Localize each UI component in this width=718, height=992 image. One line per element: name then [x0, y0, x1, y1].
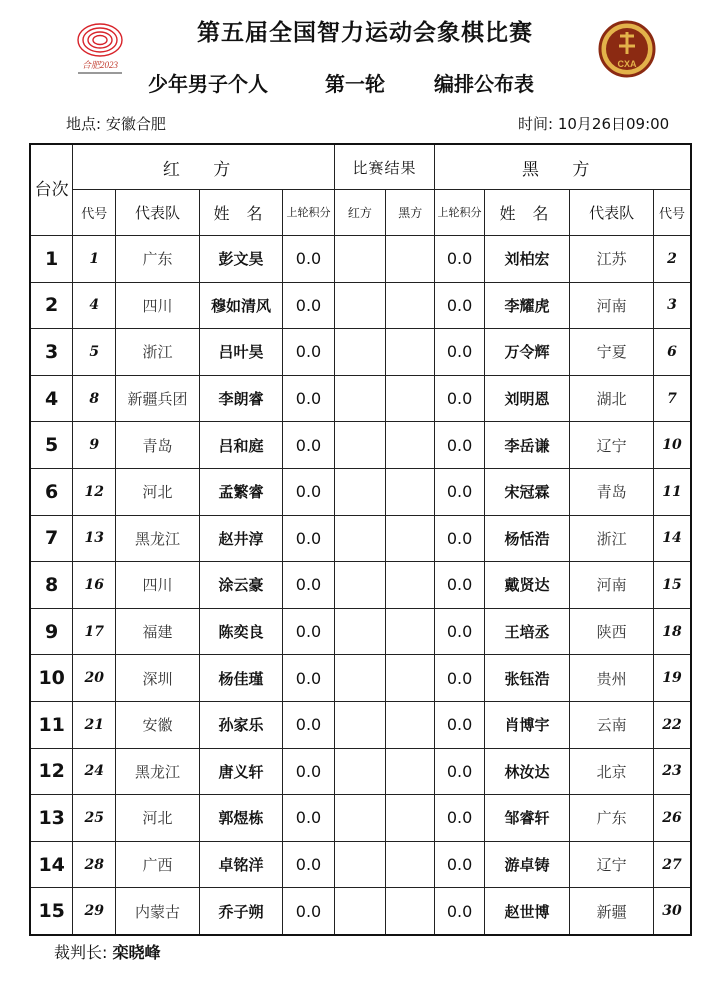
red-player-name: 乔子朔: [199, 888, 283, 935]
red-team: 广东: [116, 236, 200, 283]
red-team: 安徽: [116, 701, 200, 748]
table-row: [30, 888, 691, 935]
black-code: 14: [653, 515, 691, 562]
header-result-black: 黑方: [386, 190, 435, 236]
red-team: 四川: [116, 562, 200, 609]
table-row: [30, 795, 691, 842]
result-black-cell: [386, 888, 435, 935]
red-player-name: 陈奕良: [199, 608, 283, 655]
black-player-name: 李耀虎: [484, 282, 570, 329]
black-team: 辽宁: [570, 422, 654, 469]
black-team: 北京: [570, 748, 654, 795]
result-red-cell: [334, 468, 385, 515]
red-prev-score: 0.0: [283, 608, 334, 655]
result-red-cell: [334, 329, 385, 376]
pairing-table: [29, 143, 692, 936]
black-prev-score: 0.0: [435, 701, 484, 748]
red-player-name: 李朗睿: [199, 375, 283, 422]
table-row: [30, 655, 691, 702]
black-player-name: 游卓铸: [484, 841, 570, 888]
red-player-name: 穆如清风: [199, 282, 283, 329]
result-red-cell: [334, 795, 385, 842]
red-prev-score: 0.0: [283, 562, 334, 609]
table-number: 11: [30, 701, 73, 748]
red-team: 河北: [116, 468, 200, 515]
header-black-code: 代号: [653, 190, 691, 236]
black-team: 江苏: [570, 236, 654, 283]
red-code: 17: [73, 608, 116, 655]
red-player-name: 杨佳瑾: [199, 655, 283, 702]
header-black-name: 姓 名: [484, 190, 570, 236]
black-prev-score: 0.0: [435, 236, 484, 283]
red-player-name: 孟繁睿: [199, 468, 283, 515]
table-row: [30, 562, 691, 609]
red-code: 20: [73, 655, 116, 702]
result-red-cell: [334, 422, 385, 469]
red-player-name: 郭煜栋: [199, 795, 283, 842]
red-code: 9: [73, 422, 116, 469]
red-prev-score: 0.0: [283, 236, 334, 283]
header-red-name: 姓 名: [199, 190, 283, 236]
black-prev-score: 0.0: [435, 515, 484, 562]
table-number: 5: [30, 422, 73, 469]
table-number: 9: [30, 608, 73, 655]
black-team: 青岛: [570, 468, 654, 515]
black-code: 30: [653, 888, 691, 935]
header-result-red: 红方: [334, 190, 385, 236]
table-number: 14: [30, 841, 73, 888]
black-code: 22: [653, 701, 691, 748]
red-player-name: 吕叶昊: [199, 329, 283, 376]
black-player-name: 肖博宇: [484, 701, 570, 748]
red-team: 河北: [116, 795, 200, 842]
red-code: 21: [73, 701, 116, 748]
black-prev-score: 0.0: [435, 841, 484, 888]
location-label: 地点: 安徽合肥: [66, 115, 166, 133]
result-red-cell: [334, 562, 385, 609]
table-number: 10: [30, 655, 73, 702]
black-player-name: 林汝达: [484, 748, 570, 795]
red-code: 4: [73, 282, 116, 329]
result-black-cell: [386, 562, 435, 609]
red-prev-score: 0.0: [283, 468, 334, 515]
result-black-cell: [386, 468, 435, 515]
red-team: 黑龙江: [116, 748, 200, 795]
header-red-code: 代号: [73, 190, 116, 236]
red-player-name: 孙家乐: [199, 701, 283, 748]
table-row: [30, 701, 691, 748]
result-black-cell: [386, 655, 435, 702]
red-prev-score: 0.0: [283, 841, 334, 888]
black-prev-score: 0.0: [435, 608, 484, 655]
black-team: 陕西: [570, 608, 654, 655]
header-red-prev-score: 上轮积分: [283, 190, 334, 236]
red-code: 1: [73, 236, 116, 283]
table-row: [30, 375, 691, 422]
result-black-cell: [386, 422, 435, 469]
black-team: 云南: [570, 701, 654, 748]
black-player-name: 赵世博: [484, 888, 570, 935]
table-number: 3: [30, 329, 73, 376]
black-prev-score: 0.0: [435, 422, 484, 469]
black-prev-score: 0.0: [435, 468, 484, 515]
black-player-name: 万令辉: [484, 329, 570, 376]
black-team: 新疆: [570, 888, 654, 935]
result-red-cell: [334, 608, 385, 655]
black-team: 湖北: [570, 375, 654, 422]
red-prev-score: 0.0: [283, 282, 334, 329]
result-red-cell: [334, 841, 385, 888]
black-code: 3: [653, 282, 691, 329]
red-prev-score: 0.0: [283, 748, 334, 795]
result-black-cell: [386, 329, 435, 376]
red-team: 深圳: [116, 655, 200, 702]
red-team: 四川: [116, 282, 200, 329]
red-team: 福建: [116, 608, 200, 655]
result-black-cell: [386, 375, 435, 422]
red-code: 29: [73, 888, 116, 935]
result-red-cell: [334, 236, 385, 283]
table-number: 15: [30, 888, 73, 935]
table-number: 2: [30, 282, 73, 329]
header-table-no: 台次: [30, 144, 73, 236]
red-code: 25: [73, 795, 116, 842]
result-black-cell: [386, 795, 435, 842]
table-row: [30, 422, 691, 469]
red-code: 16: [73, 562, 116, 609]
table-row: [30, 282, 691, 329]
red-player-name: 彭文昊: [199, 236, 283, 283]
black-player-name: 宋冠霖: [484, 468, 570, 515]
group-name: 少年男子个人: [148, 72, 268, 96]
table-number: 8: [30, 562, 73, 609]
red-code: 13: [73, 515, 116, 562]
black-code: 23: [653, 748, 691, 795]
red-player-name: 吕和庭: [199, 422, 283, 469]
result-black-cell: [386, 236, 435, 283]
black-player-name: 王培丞: [484, 608, 570, 655]
red-prev-score: 0.0: [283, 655, 334, 702]
table-number: 6: [30, 468, 73, 515]
black-prev-score: 0.0: [435, 795, 484, 842]
result-black-cell: [386, 515, 435, 562]
black-code: 19: [653, 655, 691, 702]
black-code: 2: [653, 236, 691, 283]
event-logo: [72, 18, 128, 80]
logo-caption: 合肥2023: [81, 60, 119, 70]
red-player-name: 赵井淳: [199, 515, 283, 562]
result-red-cell: [334, 282, 385, 329]
table-number: 1: [30, 236, 73, 283]
result-black-cell: [386, 748, 435, 795]
result-black-cell: [386, 608, 435, 655]
red-prev-score: 0.0: [283, 701, 334, 748]
result-red-cell: [334, 515, 385, 562]
black-team: 宁夏: [570, 329, 654, 376]
table-row: [30, 468, 691, 515]
black-code: 18: [653, 608, 691, 655]
black-prev-score: 0.0: [435, 655, 484, 702]
black-team: 河南: [570, 282, 654, 329]
red-player-name: 涂云豪: [199, 562, 283, 609]
result-black-cell: [386, 282, 435, 329]
doc-type: 编排公布表: [434, 72, 534, 96]
result-red-cell: [334, 375, 385, 422]
red-code: 24: [73, 748, 116, 795]
cxa-badge: [598, 20, 656, 78]
round-label: 第一轮: [325, 72, 385, 96]
table-row: [30, 841, 691, 888]
red-prev-score: 0.0: [283, 888, 334, 935]
chief-referee-label: 裁判长:: [54, 943, 108, 962]
header-result: 比赛结果: [334, 144, 435, 190]
red-prev-score: 0.0: [283, 515, 334, 562]
black-code: 27: [653, 841, 691, 888]
red-prev-score: 0.0: [283, 329, 334, 376]
black-code: 15: [653, 562, 691, 609]
header-black-team: 代表队: [570, 190, 654, 236]
table-number: 13: [30, 795, 73, 842]
header-black-side: 黑 方: [435, 144, 691, 190]
red-team: 青岛: [116, 422, 200, 469]
header-black-prev-score: 上轮积分: [435, 190, 484, 236]
black-prev-score: 0.0: [435, 748, 484, 795]
black-player-name: 刘明恩: [484, 375, 570, 422]
black-prev-score: 0.0: [435, 375, 484, 422]
black-team: 广东: [570, 795, 654, 842]
red-team: 广西: [116, 841, 200, 888]
black-code: 6: [653, 329, 691, 376]
black-code: 11: [653, 468, 691, 515]
page-title: 第五届全国智力运动会象棋比赛: [197, 20, 533, 46]
black-prev-score: 0.0: [435, 888, 484, 935]
black-code: 7: [653, 375, 691, 422]
red-team: 黑龙江: [116, 515, 200, 562]
red-player-name: 唐义轩: [199, 748, 283, 795]
black-team: 河南: [570, 562, 654, 609]
table-row: [30, 515, 691, 562]
table-number: 4: [30, 375, 73, 422]
black-player-name: 刘柏宏: [484, 236, 570, 283]
red-team: 浙江: [116, 329, 200, 376]
black-team: 辽宁: [570, 841, 654, 888]
black-player-name: 邹睿轩: [484, 795, 570, 842]
badge-text: CXA: [617, 59, 637, 69]
black-team: 浙江: [570, 515, 654, 562]
table-row: [30, 608, 691, 655]
black-player-name: 李岳谦: [484, 422, 570, 469]
black-player-name: 戴贤达: [484, 562, 570, 609]
red-prev-score: 0.0: [283, 795, 334, 842]
black-code: 10: [653, 422, 691, 469]
result-black-cell: [386, 841, 435, 888]
time-label: 时间: 10月26日09:00: [518, 115, 670, 133]
red-code: 12: [73, 468, 116, 515]
table-row: [30, 236, 691, 283]
black-code: 26: [653, 795, 691, 842]
table-number: 7: [30, 515, 73, 562]
table-row: [30, 748, 691, 795]
black-team: 贵州: [570, 655, 654, 702]
red-code: 8: [73, 375, 116, 422]
result-red-cell: [334, 888, 385, 935]
result-red-cell: [334, 701, 385, 748]
result-red-cell: [334, 748, 385, 795]
red-team: 新疆兵团: [116, 375, 200, 422]
chief-referee-name: 栾晓峰: [112, 943, 161, 962]
red-prev-score: 0.0: [283, 375, 334, 422]
black-prev-score: 0.0: [435, 329, 484, 376]
chief-referee: [54, 940, 161, 963]
red-prev-score: 0.0: [283, 422, 334, 469]
black-player-name: 张钰浩: [484, 655, 570, 702]
black-prev-score: 0.0: [435, 282, 484, 329]
red-code: 5: [73, 329, 116, 376]
table-number: 12: [30, 748, 73, 795]
result-black-cell: [386, 701, 435, 748]
black-prev-score: 0.0: [435, 562, 484, 609]
result-red-cell: [334, 655, 385, 702]
black-player-name: 杨恬浩: [484, 515, 570, 562]
header-red-team: 代表队: [116, 190, 200, 236]
table-row: [30, 329, 691, 376]
red-player-name: 卓铭洋: [199, 841, 283, 888]
red-code: 28: [73, 841, 116, 888]
red-team: 内蒙古: [116, 888, 200, 935]
header-red-side: 红 方: [73, 144, 334, 190]
